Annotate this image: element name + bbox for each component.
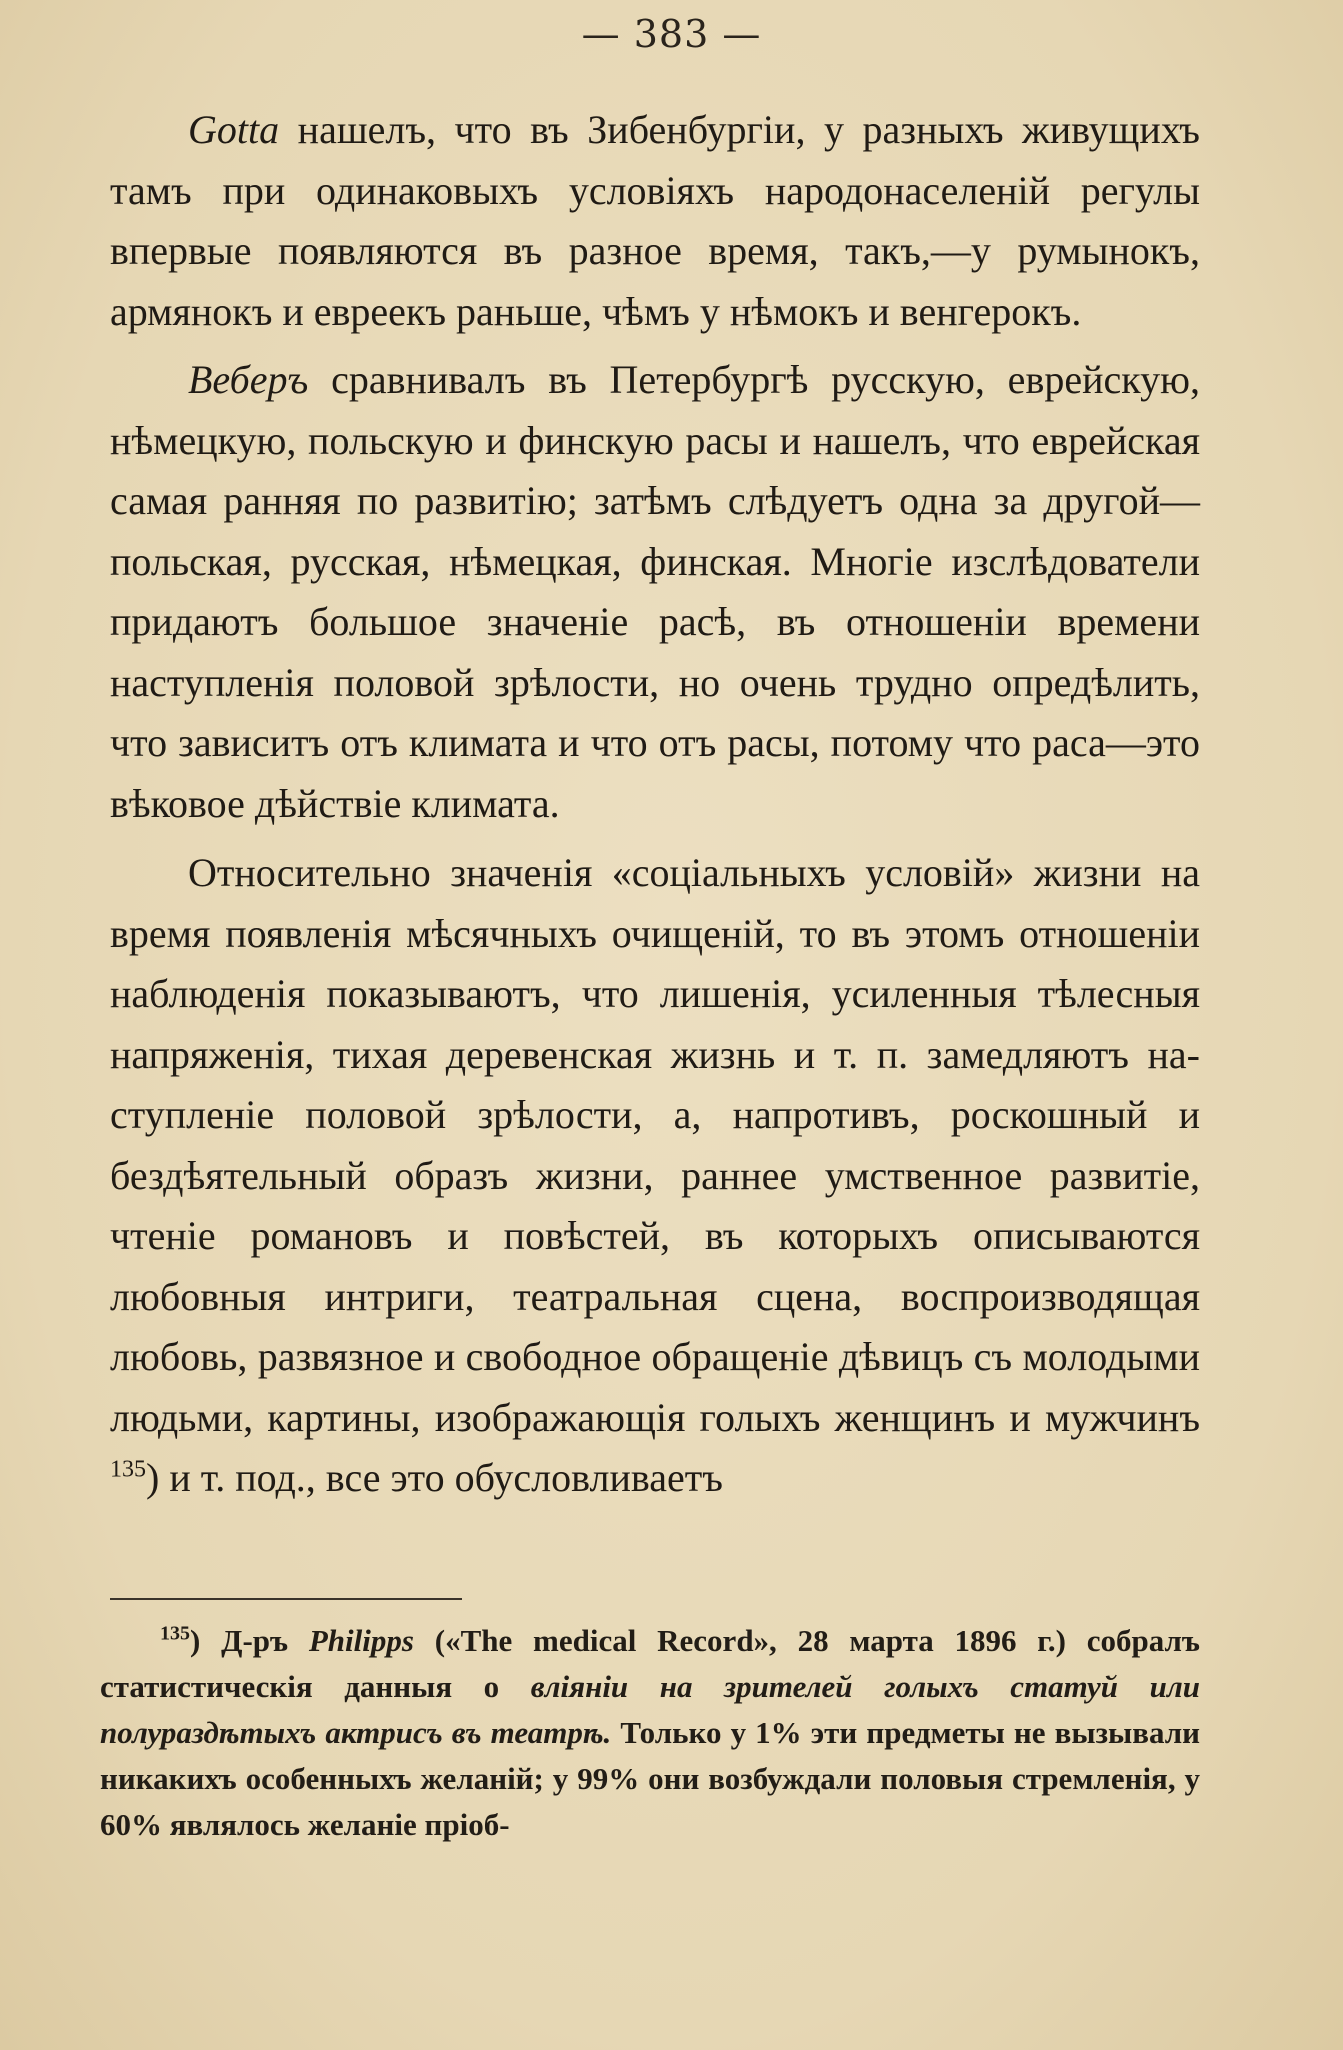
- paragraph-weber: [110, 350, 1200, 834]
- footnote-reference[interactable]: 135: [110, 1456, 146, 1483]
- footnote: [100, 1618, 1200, 1848]
- footnote-text: Только у 1% эти предметы не вызывали никакихъ особенныхъ желаній; у 99% они возбуждали половыя стремленія, у 60% являлось желаніе пріоб-: [100, 1715, 1200, 1842]
- main-text: [110, 100, 1200, 1517]
- paragraph-gotta: [110, 100, 1200, 342]
- footnote-author: Philipps: [308, 1623, 414, 1658]
- author-name-weber: Веберъ: [188, 357, 309, 402]
- paragraph-text: нашелъ, что въ Зибенбургіи, у разныхъ живущихъ тамъ при одинаковыхъ условіяхъ народонаселеній регулы впервые появляются въ разное время, такъ,—у румынокъ, армянокъ и евреекъ раньше, чѣмъ у нѣмокъ и венгерокъ.: [110, 107, 1200, 334]
- paragraph-text: Относительно значенія «соціальныхъ условій» жизни на время появленія мѣсячныхъ очищеній, то въ этомъ отношеніи наблюденія показываютъ, что лишенія, усиленныя тѣлесныя напряженія, тихая деревенская жизнь и т. п. замедляютъ наступленіе половой зрѣлости, а, напротивъ, роскошный и бездѣятельный образъ жизни, раннее умственное развитіе, чтеніе романовъ и повѣстей, въ которыхъ описываются любовныя интриги, театральная сцена, воспроизводящая любовь, развязное и свободное обращеніе дѣвицъ съ молодыми людьми, картины, изображающія голыхъ женщинъ и мужчинъ: [110, 850, 1200, 1440]
- footnote-text: («The medical Record», 28 марта 1896 г.) собралъ статистическія данныя о: [100, 1623, 1200, 1704]
- paragraph-text: сравнивалъ въ Петербургѣ русскую, еврейскую, нѣмецкую, польскую и финскую расы и нашелъ, что еврейская самая ранняя по развитію; затѣмъ слѣдуетъ одна за другой—польская, русская, нѣмецкая, финская. Многіе изслѣдователи придаютъ большое значеніе расѣ, въ отношеніи времени наступленія половой зрѣлости, но очень трудно опредѣлить, что зависитъ отъ климата и что отъ расы, потому что раса—это вѣковое дѣйствіе климата.: [110, 357, 1200, 826]
- paragraph-text: ) и т. под., все это обусловливаетъ: [146, 1455, 723, 1500]
- author-name-gotta: Gotta: [188, 107, 280, 152]
- page-number: — 383 —: [581, 12, 762, 56]
- footnote-divider: [110, 1598, 462, 1600]
- footnote-text: ) Д-ръ: [190, 1623, 309, 1658]
- footnote-number: 135: [160, 1622, 190, 1645]
- paragraph-social-conditions: [110, 843, 1200, 1509]
- footnote-emphasis: вліяніи на зрителей голыхъ статуй или полураздѣтыхъ актрисъ въ театрѣ.: [100, 1669, 1200, 1750]
